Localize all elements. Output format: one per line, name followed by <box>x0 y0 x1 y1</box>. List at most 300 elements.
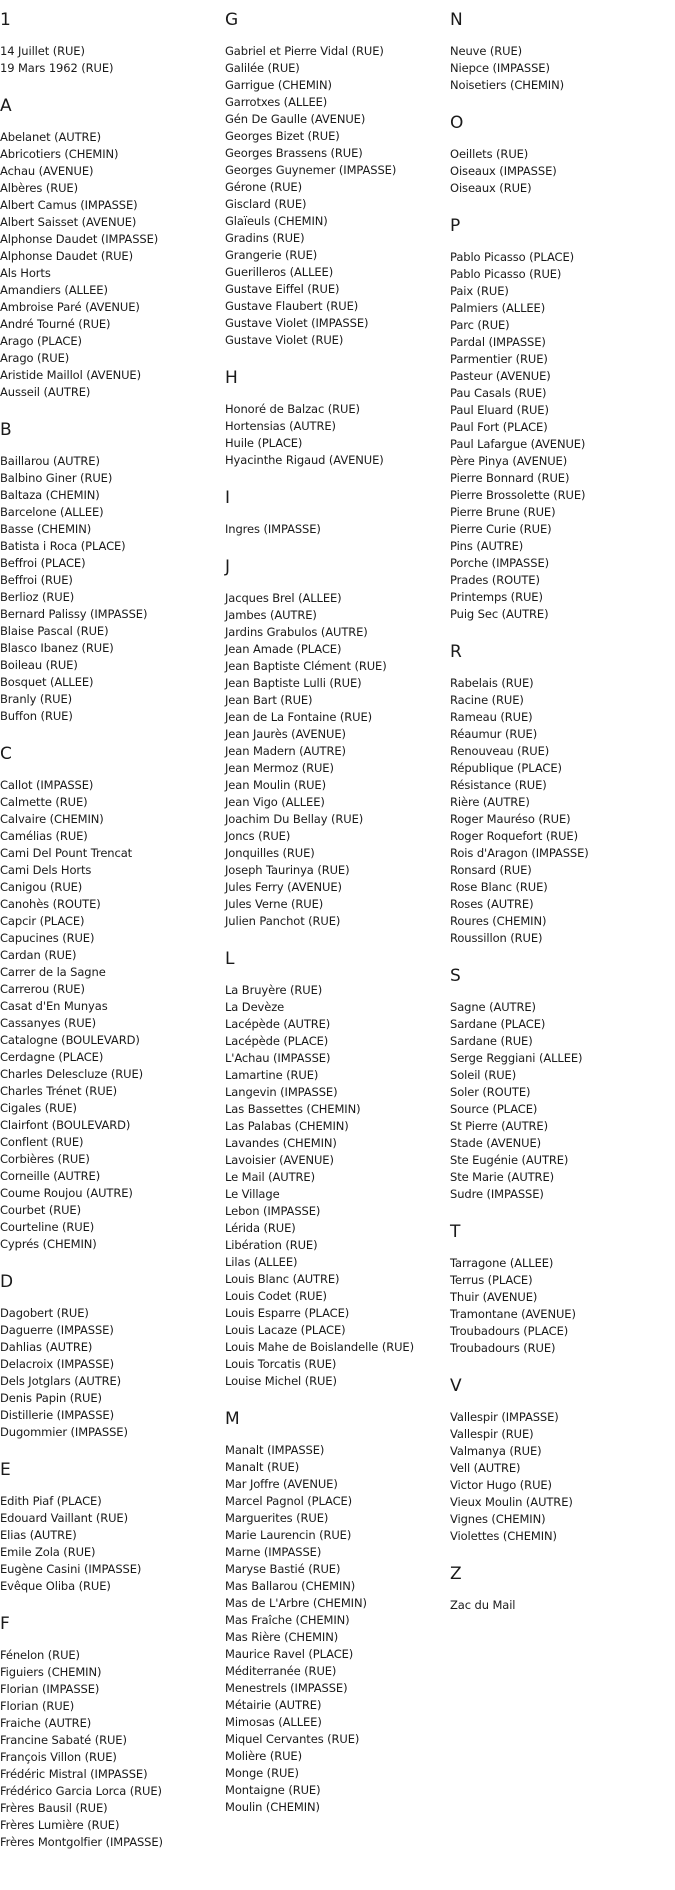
street-entry[interactable]: Pablo Picasso (RUE) <box>450 267 562 281</box>
street-entry[interactable]: Niepce (IMPASSE) <box>450 61 550 75</box>
street-entry[interactable]: Vell (AUTRE) <box>450 1461 521 1475</box>
street-entry[interactable]: Marne (IMPASSE) <box>225 1545 322 1559</box>
street-entry[interactable]: Ronsard (RUE) <box>450 863 532 877</box>
street-entry[interactable]: Miquel Cervantes (RUE) <box>225 1732 360 1746</box>
section-spacer <box>0 1851 225 1858</box>
street-entry[interactable]: Oeillets (RUE) <box>450 147 529 161</box>
street-entry[interactable]: Roses (AUTRE) <box>450 897 534 911</box>
street-entry[interactable]: Racine (RUE) <box>450 693 524 707</box>
street-entry[interactable]: Jean Madern (AUTRE) <box>225 744 346 758</box>
street-entry[interactable]: Louis Esparre (PLACE) <box>225 1306 350 1320</box>
street-entry[interactable]: Soler (ROUTE) <box>450 1085 531 1099</box>
street-entry[interactable]: Paul Lafargue (AVENUE) <box>450 437 586 451</box>
street-entry[interactable]: Bosquet (ALLEE) <box>0 675 94 689</box>
street-entry[interactable]: Lérida (RUE) <box>225 1221 296 1235</box>
section-spacer <box>225 469 450 476</box>
street-entry[interactable]: Noisetiers (CHEMIN) <box>450 78 564 92</box>
street-entry[interactable]: Jean Baptiste Lulli (RUE) <box>225 676 362 690</box>
street-entry[interactable]: Alphonse Daudet (IMPASSE) <box>0 232 159 246</box>
street-entry[interactable]: Langevin (IMPASSE) <box>225 1085 338 1099</box>
section-letter-heading: J <box>225 557 231 577</box>
street-entry[interactable]: Amandiers (ALLEE) <box>0 283 108 297</box>
street-entry[interactable]: Sagne (AUTRE) <box>450 1000 536 1014</box>
street-entry[interactable]: Palmiers (ALLEE) <box>450 301 546 315</box>
letter-section <box>0 1614 225 1858</box>
street-entry[interactable]: Parc (RUE) <box>450 318 510 332</box>
street-entry[interactable]: Beffroi (PLACE) <box>0 556 86 570</box>
street-list <box>225 521 450 538</box>
street-entry[interactable]: Violettes (CHEMIN) <box>450 1529 557 1543</box>
street-entry[interactable]: La Bruyère (RUE) <box>225 983 323 997</box>
street-entry[interactable]: Serge Reggiani (ALLEE) <box>450 1051 583 1065</box>
street-entry[interactable]: Dugommier (IMPASSE) <box>0 1425 128 1439</box>
street-entry[interactable]: Oiseaux (IMPASSE) <box>450 164 557 178</box>
street-list <box>450 146 675 197</box>
street-entry[interactable]: Fénelon (RUE) <box>0 1648 80 1662</box>
street-entry[interactable]: Joseph Taurinya (RUE) <box>225 863 350 877</box>
street-entry[interactable]: Francine Sabaté (RUE) <box>0 1733 127 1747</box>
street-entry[interactable]: François Villon (RUE) <box>0 1750 117 1764</box>
letter-section <box>225 557 450 937</box>
section-letter-heading: F <box>0 1614 10 1634</box>
street-entry[interactable]: Porche (IMPASSE) <box>450 556 549 570</box>
street-entry[interactable]: Mas Fraîche (CHEMIN) <box>225 1613 350 1627</box>
street-entry[interactable]: Delacroix (IMPASSE) <box>0 1357 114 1371</box>
street-entry[interactable]: Arago (PLACE) <box>0 334 82 348</box>
street-entry[interactable]: Troubadours (RUE) <box>450 1341 556 1355</box>
street-entry[interactable]: Lilas (ALLEE) <box>225 1255 298 1269</box>
street-entry[interactable]: Capucines (RUE) <box>0 931 95 945</box>
street-entry[interactable]: Réaumur (RUE) <box>450 727 538 741</box>
street-entry[interactable]: Louis Torcatis (RUE) <box>225 1357 337 1371</box>
street-entry[interactable]: 14 Juillet (RUE) <box>0 44 85 58</box>
section-spacer <box>0 1253 225 1260</box>
street-entry[interactable]: Albères (RUE) <box>0 181 78 195</box>
street-entry[interactable]: Joachim Du Bellay (RUE) <box>225 812 364 826</box>
street-entry[interactable]: Lebon (IMPASSE) <box>225 1204 321 1218</box>
street-entry[interactable]: Callot (IMPASSE) <box>0 778 94 792</box>
street-entry[interactable]: Albert Camus (IMPASSE) <box>0 198 138 212</box>
street-entry[interactable]: Rose Blanc (RUE) <box>450 880 548 894</box>
street-entry[interactable]: Gradins (RUE) <box>225 231 305 245</box>
street-entry[interactable]: Dahlias (AUTRE) <box>0 1340 93 1354</box>
street-entry[interactable]: Denis Papin (RUE) <box>0 1391 102 1405</box>
street-entry[interactable]: République (PLACE) <box>450 761 562 775</box>
street-entry[interactable]: Louis Mahe de Boislandelle (RUE) <box>225 1340 414 1354</box>
letter-section <box>225 10 450 356</box>
section-spacer <box>0 77 225 84</box>
street-entry[interactable]: Honoré de Balzac (RUE) <box>225 402 360 416</box>
street-entry[interactable]: Ste Eugénie (AUTRE) <box>450 1153 569 1167</box>
street-entry[interactable]: Printemps (RUE) <box>450 590 543 604</box>
street-entry[interactable]: Pierre Brune (RUE) <box>450 505 556 519</box>
street-entry[interactable]: Las Palabas (CHEMIN) <box>225 1119 349 1133</box>
street-entry[interactable]: Daguerre (IMPASSE) <box>0 1323 114 1337</box>
street-entry[interactable]: Gustave Violet (RUE) <box>225 333 344 347</box>
street-entry[interactable]: Pablo Picasso (PLACE) <box>450 250 575 264</box>
street-entry[interactable]: Lavandes (CHEMIN) <box>225 1136 337 1150</box>
street-entry[interactable]: Ingres (IMPASSE) <box>225 522 321 536</box>
street-entry[interactable]: Jean Moulin (RUE) <box>225 778 326 792</box>
street-entry[interactable]: Troubadours (PLACE) <box>450 1324 569 1338</box>
street-entry[interactable]: St Pierre (AUTRE) <box>450 1119 548 1133</box>
street-entry[interactable]: Canigou (RUE) <box>0 880 83 894</box>
section-letter-heading: N <box>450 10 463 30</box>
street-entry[interactable]: Julien Panchot (RUE) <box>225 914 341 928</box>
street-entry[interactable]: Ausseil (AUTRE) <box>0 385 91 399</box>
street-entry[interactable]: Florian (RUE) <box>0 1699 75 1713</box>
street-entry[interactable]: Fraiche (AUTRE) <box>0 1716 92 1730</box>
street-entry[interactable]: La Devèze <box>225 1000 285 1014</box>
street-entry[interactable]: Stade (AVENUE) <box>450 1136 542 1150</box>
street-entry[interactable]: Montaigne (RUE) <box>225 1783 321 1797</box>
street-entry[interactable]: Paul Fort (PLACE) <box>450 420 548 434</box>
street-entry[interactable]: Georges Bizet (RUE) <box>225 129 340 143</box>
street-entry[interactable]: Paix (RUE) <box>450 284 509 298</box>
street-entry[interactable]: Guerilleros (ALLEE) <box>225 265 334 279</box>
street-entry[interactable]: Jean Jaurès (AVENUE) <box>225 727 346 741</box>
street-entry[interactable]: Evêque Oliba (RUE) <box>0 1579 111 1593</box>
street-entry[interactable]: Jules Verne (RUE) <box>225 897 324 911</box>
street-entry[interactable]: Rabelais (RUE) <box>450 676 534 690</box>
section-spacer <box>450 1203 675 1210</box>
street-entry[interactable]: Jacques Brel (ALLEE) <box>225 591 342 605</box>
street-entry[interactable]: Tramontane (AVENUE) <box>450 1307 576 1321</box>
street-entry[interactable]: Sardane (RUE) <box>450 1034 533 1048</box>
street-entry[interactable]: Mas de L'Arbre (CHEMIN) <box>225 1596 367 1610</box>
street-list <box>450 999 675 1203</box>
street-entry[interactable]: Abricotiers (CHEMIN) <box>0 147 119 161</box>
street-list <box>0 129 225 401</box>
street-entry[interactable]: Coume Roujou (AUTRE) <box>0 1186 133 1200</box>
street-entry[interactable]: Louis Codet (RUE) <box>225 1289 327 1303</box>
section-spacer <box>450 1357 675 1364</box>
street-entry[interactable]: Dagobert (RUE) <box>0 1306 89 1320</box>
street-entry[interactable]: Maurice Ravel (PLACE) <box>225 1647 354 1661</box>
street-entry[interactable]: Pierre Bonnard (RUE) <box>450 471 570 485</box>
street-entry[interactable]: Georges Guynemer (IMPASSE) <box>225 163 397 177</box>
street-entry[interactable]: Mar Joffre (AVENUE) <box>225 1477 338 1491</box>
street-entry[interactable]: Molière (RUE) <box>225 1749 302 1763</box>
street-entry[interactable]: Sudre (IMPASSE) <box>450 1187 544 1201</box>
street-entry[interactable]: Cigales (RUE) <box>0 1101 77 1115</box>
street-entry[interactable]: Vieux Moulin (AUTRE) <box>450 1495 573 1509</box>
street-entry[interactable]: Clairfont (BOULEVARD) <box>0 1118 131 1132</box>
street-entry[interactable]: Père Pinya (AVENUE) <box>450 454 568 468</box>
street-entry[interactable]: Corneille (AUTRE) <box>0 1169 101 1183</box>
street-entry[interactable]: Gén De Gaulle (AVENUE) <box>225 112 366 126</box>
letter-section <box>225 949 450 1397</box>
letter-section <box>225 368 450 476</box>
street-entry[interactable]: Lacépède (AUTRE) <box>225 1017 331 1031</box>
street-entry[interactable]: Cyprés (CHEMIN) <box>0 1237 97 1251</box>
letter-section <box>450 1564 675 1621</box>
street-entry[interactable]: Jean de La Fontaine (RUE) <box>225 710 373 724</box>
street-entry[interactable]: Le Village <box>225 1187 280 1201</box>
street-entry[interactable]: L'Achau (IMPASSE) <box>225 1051 331 1065</box>
street-entry[interactable]: Albert Saisset (AVENUE) <box>0 215 137 229</box>
section-letter-heading: G <box>225 10 239 30</box>
street-entry[interactable]: Gustave Violet (IMPASSE) <box>225 316 369 330</box>
street-entry[interactable]: Prades (ROUTE) <box>450 573 540 587</box>
street-entry[interactable]: Camélias (RUE) <box>0 829 88 843</box>
street-entry[interactable]: Ste Marie (AUTRE) <box>450 1170 555 1184</box>
street-entry[interactable]: Elias (AUTRE) <box>0 1528 77 1542</box>
street-entry[interactable]: Mas Ballarou (CHEMIN) <box>225 1579 356 1593</box>
street-entry[interactable]: Carrerou (RUE) <box>0 982 85 996</box>
street-entry[interactable]: Cerdagne (PLACE) <box>0 1050 104 1064</box>
letter-section <box>450 216 675 630</box>
street-entry[interactable]: Achau (AVENUE) <box>0 164 94 178</box>
street-entry[interactable]: Joncs (RUE) <box>225 829 291 843</box>
street-entry[interactable]: Rière (AUTRE) <box>450 795 530 809</box>
street-list <box>0 453 225 725</box>
street-entry[interactable]: Rameau (RUE) <box>450 710 533 724</box>
street-entry[interactable]: Calmette (RUE) <box>0 795 88 809</box>
street-entry[interactable]: Hyacinthe Rigaud (AVENUE) <box>225 453 384 467</box>
street-list <box>225 43 450 349</box>
section-spacer <box>225 1816 450 1823</box>
street-entry[interactable]: Terrus (PLACE) <box>450 1273 533 1287</box>
street-entry[interactable]: Frères Lumière (RUE) <box>0 1818 120 1832</box>
street-entry[interactable]: Vignes (CHEMIN) <box>450 1512 546 1526</box>
section-spacer <box>0 725 225 732</box>
street-entry[interactable]: Als Horts <box>0 266 51 280</box>
street-entry[interactable]: Eugène Casini (IMPASSE) <box>0 1562 142 1576</box>
street-entry[interactable]: Marguerites (RUE) <box>225 1511 329 1525</box>
street-entry[interactable]: Monge (RUE) <box>225 1766 299 1780</box>
street-entry[interactable]: Conflent (RUE) <box>0 1135 84 1149</box>
street-entry[interactable]: Arago (RUE) <box>0 351 70 365</box>
street-entry[interactable]: Louis Lacaze (PLACE) <box>225 1323 346 1337</box>
street-entry[interactable]: Distillerie (IMPASSE) <box>0 1408 114 1422</box>
street-entry[interactable]: Victor Hugo (RUE) <box>450 1478 552 1492</box>
street-entry[interactable]: Manalt (IMPASSE) <box>225 1443 325 1457</box>
street-entry[interactable]: Jean Bart (RUE) <box>225 693 313 707</box>
street-entry[interactable]: Jean Amade (PLACE) <box>225 642 342 656</box>
street-entry[interactable]: Puig Sec (AUTRE) <box>450 607 549 621</box>
street-entry[interactable]: Georges Brassens (RUE) <box>225 146 363 160</box>
street-entry[interactable]: Marie Laurencin (RUE) <box>225 1528 352 1542</box>
section-spacer <box>450 197 675 204</box>
street-entry[interactable]: Libération (RUE) <box>225 1238 318 1252</box>
street-entry[interactable]: Valmanya (RUE) <box>450 1444 542 1458</box>
section-spacer <box>0 1441 225 1448</box>
street-entry[interactable]: Paul Eluard (RUE) <box>450 403 549 417</box>
street-entry[interactable]: Rois d'Aragon (IMPASSE) <box>450 846 589 860</box>
street-entry[interactable]: Courteline (RUE) <box>0 1220 95 1234</box>
street-entry[interactable]: Corbières (RUE) <box>0 1152 90 1166</box>
street-entry[interactable]: Frédéric Mistral (IMPASSE) <box>0 1767 148 1781</box>
street-entry[interactable]: Roger Mauréso (RUE) <box>450 812 571 826</box>
street-entry[interactable]: Gérone (RUE) <box>225 180 302 194</box>
street-entry[interactable]: Dels Jotglars (AUTRE) <box>0 1374 122 1388</box>
street-entry[interactable]: Cami Del Pount Trencat <box>0 846 133 860</box>
street-entry[interactable]: Branly (RUE) <box>0 692 73 706</box>
letter-section <box>450 10 675 101</box>
street-entry[interactable]: Louis Blanc (AUTRE) <box>225 1272 340 1286</box>
street-entry[interactable]: Lamartine (RUE) <box>225 1068 319 1082</box>
street-entry[interactable]: Gisclard (RUE) <box>225 197 307 211</box>
street-entry[interactable]: Beffroi (RUE) <box>0 573 73 587</box>
street-entry[interactable]: Edouard Vaillant (RUE) <box>0 1511 128 1525</box>
street-entry[interactable]: Pau Casals (RUE) <box>450 386 547 400</box>
street-entry[interactable]: Capcir (PLACE) <box>0 914 85 928</box>
street-entry[interactable]: Maryse Bastié (RUE) <box>225 1562 341 1576</box>
street-entry[interactable]: Calvaire (CHEMIN) <box>0 812 104 826</box>
street-entry[interactable]: Frédérico Garcia Lorca (RUE) <box>0 1784 162 1798</box>
street-entry[interactable]: Oiseaux (RUE) <box>450 181 532 195</box>
street-entry[interactable]: Charles Trénet (RUE) <box>0 1084 118 1098</box>
street-entry[interactable]: Lacépède (PLACE) <box>225 1034 329 1048</box>
street-entry[interactable]: Mas Rière (CHEMIN) <box>225 1630 339 1644</box>
street-entry[interactable]: Moulin (CHEMIN) <box>225 1800 320 1814</box>
street-entry[interactable]: Baltaza (CHEMIN) <box>0 488 100 502</box>
street-entry[interactable]: Cassanyes (RUE) <box>0 1016 97 1030</box>
street-entry[interactable]: Sardane (PLACE) <box>450 1017 546 1031</box>
street-entry[interactable]: Baillarou (AUTRE) <box>0 454 100 468</box>
street-entry[interactable]: Mimosas (ALLEE) <box>225 1715 322 1729</box>
street-entry[interactable]: Hortensias (AUTRE) <box>225 419 336 433</box>
street-entry[interactable]: Buffon (RUE) <box>0 709 73 723</box>
street-entry[interactable]: Renouveau (RUE) <box>450 744 550 758</box>
street-entry[interactable]: Neuve (RUE) <box>450 44 523 58</box>
street-entry[interactable]: Gustave Eiffel (RUE) <box>225 282 340 296</box>
street-entry[interactable]: Jean Baptiste Clément (RUE) <box>225 659 387 673</box>
street-entry[interactable]: Abelanet (AUTRE) <box>0 130 101 144</box>
street-entry[interactable]: Vallespir (RUE) <box>450 1427 534 1441</box>
street-entry[interactable]: Pins (AUTRE) <box>450 539 524 553</box>
street-entry[interactable]: Soleil (RUE) <box>450 1068 517 1082</box>
section-letter-heading: M <box>225 1409 240 1429</box>
street-entry[interactable]: Roussillon (RUE) <box>450 931 543 945</box>
street-list <box>225 401 450 469</box>
street-entry[interactable]: André Tourné (RUE) <box>0 317 111 331</box>
street-entry[interactable]: Glaïeuls (CHEMIN) <box>225 214 328 228</box>
street-entry[interactable]: Blaise Pascal (RUE) <box>0 624 109 638</box>
street-entry[interactable]: Gabriel et Pierre Vidal (RUE) <box>225 44 384 58</box>
section-letter-heading: C <box>0 744 12 764</box>
section-spacer <box>0 1595 225 1602</box>
street-entry[interactable]: Boileau (RUE) <box>0 658 78 672</box>
street-entry[interactable]: Jardins Grabulos (AUTRE) <box>225 625 368 639</box>
street-entry[interactable]: Parmentier (RUE) <box>450 352 548 366</box>
street-entry[interactable]: Frères Bausil (RUE) <box>0 1801 108 1815</box>
street-entry[interactable]: Thuir (AVENUE) <box>450 1290 538 1304</box>
street-entry[interactable]: Grangerie (RUE) <box>225 248 318 262</box>
street-entry[interactable]: Source (PLACE) <box>450 1102 538 1116</box>
street-entry[interactable]: Casat d'En Munyas <box>0 999 108 1013</box>
street-entry[interactable]: Bernard Palissy (IMPASSE) <box>0 607 148 621</box>
street-entry[interactable]: Jules Ferry (AVENUE) <box>225 880 342 894</box>
street-entry[interactable]: Basse (CHEMIN) <box>0 522 92 536</box>
street-entry[interactable]: Florian (IMPASSE) <box>0 1682 100 1696</box>
street-entry[interactable]: Pasteur (AVENUE) <box>450 369 551 383</box>
street-entry[interactable]: Pardal (IMPASSE) <box>450 335 546 349</box>
section-spacer <box>225 349 450 356</box>
section-spacer <box>225 930 450 937</box>
street-entry[interactable]: Menestrels (IMPASSE) <box>225 1681 348 1695</box>
street-list <box>450 1597 675 1614</box>
street-entry[interactable]: Zac du Mail <box>450 1598 516 1612</box>
street-entry[interactable]: Méditerranée (RUE) <box>225 1664 337 1678</box>
street-entry[interactable]: Courbet (RUE) <box>0 1203 81 1217</box>
street-entry[interactable]: Garrigue (CHEMIN) <box>225 78 332 92</box>
street-entry[interactable]: Alphonse Daudet (RUE) <box>0 249 133 263</box>
letter-section <box>225 488 450 545</box>
street-entry[interactable]: Frères Montgolfier (IMPASSE) <box>0 1835 163 1849</box>
street-entry[interactable]: Garrotxes (ALLEE) <box>225 95 328 109</box>
street-entry[interactable]: Emile Zola (RUE) <box>0 1545 96 1559</box>
street-entry[interactable]: Louise Michel (RUE) <box>225 1374 337 1388</box>
street-entry[interactable]: 19 Mars 1962 (RUE) <box>0 61 114 75</box>
letter-section <box>0 744 225 1260</box>
street-entry[interactable]: Roger Roquefort (RUE) <box>450 829 578 843</box>
street-list <box>0 777 225 1253</box>
street-list <box>0 1647 225 1851</box>
street-entry[interactable]: Berlioz (RUE) <box>0 590 75 604</box>
section-letter-heading: T <box>450 1222 461 1242</box>
section-letter-heading: L <box>225 949 235 969</box>
street-entry[interactable]: Vallespir (IMPASSE) <box>450 1410 559 1424</box>
street-entry[interactable]: Marcel Pagnol (PLACE) <box>225 1494 353 1508</box>
street-entry[interactable]: Balbino Giner (RUE) <box>0 471 113 485</box>
section-letter-heading: D <box>0 1272 14 1292</box>
street-entry[interactable]: Batista i Roca (PLACE) <box>0 539 126 553</box>
street-entry[interactable]: Métairie (AUTRE) <box>225 1698 322 1712</box>
street-entry[interactable]: Lavoisier (AVENUE) <box>225 1153 334 1167</box>
street-entry[interactable]: Ambroise Paré (AVENUE) <box>0 300 140 314</box>
street-index-column-2 <box>225 0 450 1823</box>
section-letter-heading: Z <box>450 1564 462 1584</box>
letter-section <box>450 113 675 204</box>
street-entry[interactable]: Jean Mermoz (RUE) <box>225 761 334 775</box>
street-entry[interactable]: Tarragone (ALLEE) <box>450 1256 554 1270</box>
street-entry[interactable]: Barcelone (ALLEE) <box>0 505 104 519</box>
street-entry[interactable]: Pierre Brossolette (RUE) <box>450 488 586 502</box>
street-entry[interactable]: Galilée (RUE) <box>225 61 300 75</box>
section-spacer <box>450 1614 675 1621</box>
section-letter-heading: P <box>450 216 461 236</box>
street-entry[interactable]: Las Bassettes (CHEMIN) <box>225 1102 361 1116</box>
street-index-column-3 <box>450 0 675 1621</box>
street-entry[interactable]: Canohès (ROUTE) <box>0 897 101 911</box>
street-entry[interactable]: Manalt (RUE) <box>225 1460 300 1474</box>
street-entry[interactable]: Figuiers (CHEMIN) <box>0 1665 102 1679</box>
street-entry[interactable]: Jean Vigo (ALLEE) <box>225 795 325 809</box>
street-entry[interactable]: Catalogne (BOULEVARD) <box>0 1033 140 1047</box>
street-entry[interactable]: Huile (PLACE) <box>225 436 303 450</box>
street-entry[interactable]: Jambes (AUTRE) <box>225 608 317 622</box>
street-entry[interactable]: Aristide Maillol (AVENUE) <box>0 368 141 382</box>
street-entry[interactable]: Blasco Ibanez (RUE) <box>0 641 114 655</box>
street-entry[interactable]: Cardan (RUE) <box>0 948 77 962</box>
street-entry[interactable]: Résistance (RUE) <box>450 778 547 792</box>
street-entry[interactable]: Charles Delescluze (RUE) <box>0 1067 144 1081</box>
street-entry[interactable]: Jonquilles (RUE) <box>225 846 315 860</box>
street-entry[interactable]: Edith Piaf (PLACE) <box>0 1494 102 1508</box>
section-letter-heading: E <box>0 1460 11 1480</box>
letter-section <box>450 1376 675 1552</box>
street-entry[interactable]: Pierre Curie (RUE) <box>450 522 552 536</box>
section-letter-heading: V <box>450 1376 462 1396</box>
street-list <box>225 982 450 1390</box>
street-entry[interactable]: Le Mail (AUTRE) <box>225 1170 315 1184</box>
street-entry[interactable]: Carrer de la Sagne <box>0 965 106 979</box>
street-entry[interactable]: Gustave Flaubert (RUE) <box>225 299 359 313</box>
street-entry[interactable]: Cami Dels Horts <box>0 863 92 877</box>
street-entry[interactable]: Roures (CHEMIN) <box>450 914 547 928</box>
